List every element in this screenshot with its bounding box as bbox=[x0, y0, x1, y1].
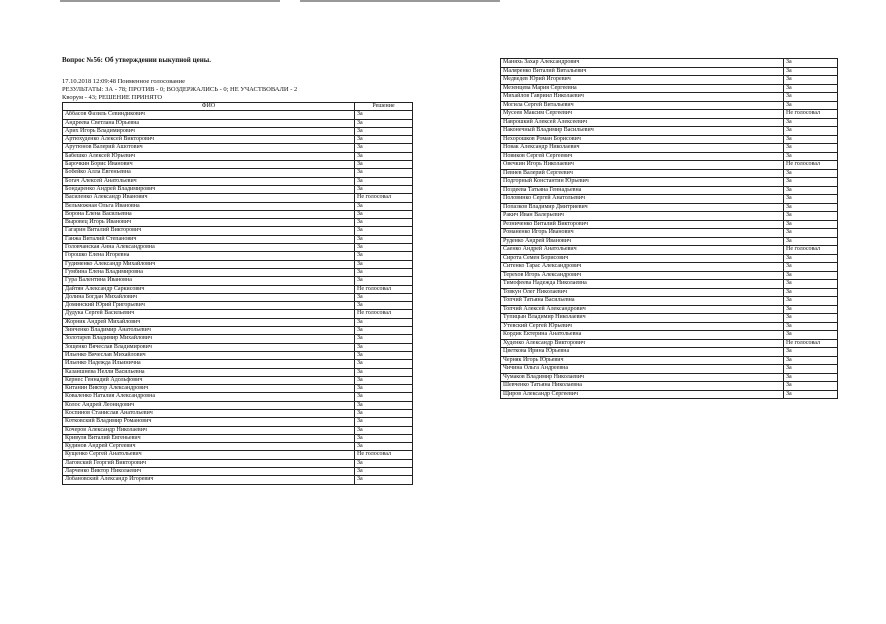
deputy-name: Маляренко Виталий Витальевич bbox=[501, 67, 784, 76]
vote-decision: За bbox=[784, 254, 838, 263]
scan-edge-line-left bbox=[60, 0, 280, 2]
deputy-name: Гудименко Александр Михайлович bbox=[63, 260, 355, 268]
table-row bbox=[63, 169, 413, 177]
deputy-name: Наконечный Владимир Васильевич bbox=[501, 127, 784, 136]
vote-decision: За bbox=[784, 229, 838, 238]
vote-decision: За bbox=[355, 202, 413, 210]
table-row bbox=[501, 84, 838, 93]
vote-decision: Не голосовал bbox=[784, 161, 838, 170]
vote-decision: За bbox=[355, 185, 413, 193]
deputy-name: Кудинов Андрей Сергеевич bbox=[63, 443, 355, 451]
table-row bbox=[501, 101, 838, 110]
deputy-name: Топчий Алексей Александрович bbox=[501, 305, 784, 314]
table-row bbox=[63, 401, 413, 409]
table-row bbox=[501, 195, 838, 204]
deputy-name: Золотарев Владимир Михайлович bbox=[63, 335, 355, 343]
table-row bbox=[63, 244, 413, 252]
table-row bbox=[501, 93, 838, 102]
deputy-name: Дудука Сергей Васильевич bbox=[63, 310, 355, 318]
vote-decision: За bbox=[784, 144, 838, 153]
deputy-name: Черняк Игорь Юрьевич bbox=[501, 356, 784, 365]
vote-decision: За bbox=[355, 343, 413, 351]
vote-decision: За bbox=[355, 177, 413, 185]
deputy-name: Аббасов Фазиль Севиндикович bbox=[63, 111, 355, 119]
table-row bbox=[63, 443, 413, 451]
table-row bbox=[501, 135, 838, 144]
table-row bbox=[63, 210, 413, 218]
deputy-name: Худенко Александр Викторович bbox=[501, 339, 784, 348]
vote-decision: За bbox=[355, 227, 413, 235]
vote-decision: Не голосовал bbox=[784, 339, 838, 348]
deputy-name: Маняхь Захар Александрович bbox=[501, 59, 784, 68]
table-row bbox=[63, 434, 413, 442]
deputy-name: Тимофеева Надежда Николаевна bbox=[501, 280, 784, 289]
deputy-name: Коспинов Станислав Анатольевич bbox=[63, 409, 355, 417]
table-row bbox=[63, 468, 413, 476]
deputy-name: Терехов Игорь Александрович bbox=[501, 271, 784, 280]
deputy-name: Топчий Татьяна Васильевна bbox=[501, 297, 784, 306]
table-row bbox=[501, 356, 838, 365]
table-row bbox=[501, 246, 838, 255]
deputy-name: Выровец Игорь Иванович bbox=[63, 219, 355, 227]
deputy-name: Чичина Ольга Андреевна bbox=[501, 365, 784, 374]
vote-decision: За bbox=[355, 434, 413, 442]
deputy-name: Горошко Елена Игоревна bbox=[63, 252, 355, 260]
deputy-name: Ильенко Вячеслав Михайлович bbox=[63, 351, 355, 359]
vote-decision: За bbox=[784, 152, 838, 161]
deputy-name: Китанин Виктор Александрович bbox=[63, 385, 355, 393]
table-row bbox=[501, 382, 838, 391]
vote-decision: За bbox=[355, 335, 413, 343]
deputy-name: Мезенцева Мария Сергеевна bbox=[501, 84, 784, 93]
deputy-name: Ворона Елена Васильевна bbox=[63, 210, 355, 218]
table-row bbox=[63, 360, 413, 368]
deputy-name: Барочкин Борис Иванович bbox=[63, 161, 355, 169]
table-row bbox=[63, 194, 413, 202]
deputy-name: Могила Сергей Витальевич bbox=[501, 101, 784, 110]
table-row bbox=[63, 144, 413, 152]
vote-decision: За bbox=[784, 263, 838, 272]
table-row bbox=[501, 144, 838, 153]
deputy-name: Кордик Ектерина Анатольевна bbox=[501, 331, 784, 340]
table-row bbox=[63, 409, 413, 417]
deputy-name: Половинко Сергей Анатольевич bbox=[501, 195, 784, 204]
table-row bbox=[501, 169, 838, 178]
deputy-name: Дайтян Александр Саркисович bbox=[63, 285, 355, 293]
vote-decision: За bbox=[784, 382, 838, 391]
vote-decision: За bbox=[784, 271, 838, 280]
header-decision: Решение bbox=[355, 103, 413, 111]
deputy-name: Коваленко Наталия Александровна bbox=[63, 393, 355, 401]
deputy-name: Медведев Юрий Игоревич bbox=[501, 76, 784, 85]
vote-decision: Не голосовал bbox=[355, 451, 413, 459]
table-row bbox=[63, 418, 413, 426]
table-row bbox=[501, 348, 838, 357]
vote-decision: За bbox=[355, 252, 413, 260]
table-row bbox=[63, 268, 413, 276]
deputy-name: Певнев Валерий Сергеевич bbox=[501, 169, 784, 178]
vote-decision: За bbox=[784, 212, 838, 221]
vote-decision: За bbox=[784, 84, 838, 93]
table-row bbox=[63, 368, 413, 376]
vote-datetime: 17.10.2018 12:09:48 Поименное голосование bbox=[62, 78, 185, 85]
table-row bbox=[501, 280, 838, 289]
deputy-name: Котковский Владимир Романович bbox=[63, 418, 355, 426]
vote-decision: За bbox=[355, 235, 413, 243]
deputy-name: Утевский Сергей Юрьевич bbox=[501, 322, 784, 331]
table-row bbox=[63, 451, 413, 459]
vote-decision: За bbox=[355, 302, 413, 310]
table-row bbox=[63, 293, 413, 301]
table-row bbox=[501, 152, 838, 161]
vote-decision: За bbox=[784, 118, 838, 127]
vote-decision: За bbox=[784, 356, 838, 365]
deputy-name: Лобановский Александр Игоревич bbox=[63, 476, 355, 484]
deputy-name: Кочеров Александр Николаевич bbox=[63, 426, 355, 434]
table-row bbox=[63, 260, 413, 268]
table-row bbox=[501, 390, 838, 399]
vote-decision: За bbox=[355, 161, 413, 169]
table-row bbox=[63, 127, 413, 135]
left-column bbox=[62, 56, 412, 485]
vote-decision: За bbox=[355, 111, 413, 119]
deputy-name: Новиков Сергей Сергеевич bbox=[501, 152, 784, 161]
deputy-name: Цветкова Ирина Юрьевна bbox=[501, 348, 784, 357]
table-row bbox=[63, 476, 413, 484]
deputy-name: Саенко Андрей Анатольевич bbox=[501, 246, 784, 255]
vote-decision: Не голосовал bbox=[784, 110, 838, 119]
vote-decision: Не голосовал bbox=[355, 194, 413, 202]
vote-decision: За bbox=[355, 351, 413, 359]
table-row bbox=[63, 310, 413, 318]
table-row bbox=[501, 212, 838, 221]
table-row bbox=[63, 351, 413, 359]
table-row bbox=[63, 235, 413, 243]
table-row bbox=[63, 335, 413, 343]
table-row bbox=[501, 59, 838, 68]
table-row bbox=[63, 285, 413, 293]
vote-decision: За bbox=[355, 376, 413, 384]
deputy-name: Андреева Светлана Юрьевна bbox=[63, 119, 355, 127]
vote-decision: За bbox=[784, 322, 838, 331]
deputy-name: Сирота Семен Борисович bbox=[501, 254, 784, 263]
deputy-name: Ларченко Виктор Николаевич bbox=[63, 468, 355, 476]
table-row bbox=[63, 393, 413, 401]
deputy-name: Овечкин Игорь Николаевич bbox=[501, 161, 784, 170]
deputy-name: Бобейко Алла Евгеньевна bbox=[63, 169, 355, 177]
vote-decision: За bbox=[784, 305, 838, 314]
table-row bbox=[63, 459, 413, 467]
deputy-name: Казаншнева Нелли Васильевна bbox=[63, 368, 355, 376]
table-row bbox=[63, 152, 413, 160]
deputy-name: Кривуля Виталий Евгеньевич bbox=[63, 434, 355, 442]
deputy-name: Ганжа Виталий Степанович bbox=[63, 235, 355, 243]
vote-decision: За bbox=[355, 127, 413, 135]
table-row bbox=[501, 297, 838, 306]
vote-decision: За bbox=[355, 210, 413, 218]
vote-decision: За bbox=[784, 186, 838, 195]
table-row bbox=[63, 277, 413, 285]
deputy-name: Руденко Андрей Иванович bbox=[501, 237, 784, 246]
deputy-name: Подгорный Константин Юрьевич bbox=[501, 178, 784, 187]
vote-decision: За bbox=[355, 244, 413, 252]
deputy-name: Новак Александр Николаевич bbox=[501, 144, 784, 153]
vote-decision: За bbox=[355, 476, 413, 484]
deputy-name: Нехорошков Роман Борисович bbox=[501, 135, 784, 144]
table-row bbox=[501, 331, 838, 340]
deputy-name: Бабешко Алексей Юрьевич bbox=[63, 152, 355, 160]
scan-edge-line-right bbox=[300, 0, 500, 2]
vote-decision: За bbox=[355, 136, 413, 144]
vote-decision: За bbox=[355, 144, 413, 152]
vote-decision: За bbox=[355, 293, 413, 301]
table-row bbox=[63, 202, 413, 210]
deputy-name: Артюхуденко Алексей Викторович bbox=[63, 136, 355, 144]
table-row bbox=[63, 185, 413, 193]
vote-decision: За bbox=[355, 260, 413, 268]
vote-decision: За bbox=[784, 390, 838, 399]
table-row bbox=[501, 229, 838, 238]
deputy-name: Кущенко Сергей Анатольевич bbox=[63, 451, 355, 459]
vote-decision: За bbox=[355, 327, 413, 335]
table-row bbox=[501, 76, 838, 85]
deputy-name: Лаговский Георгий Викторович bbox=[63, 459, 355, 467]
vote-decision: За bbox=[784, 178, 838, 187]
table-row bbox=[501, 118, 838, 127]
vote-decision: За bbox=[784, 195, 838, 204]
vote-decision: За bbox=[355, 468, 413, 476]
deputy-name: Мусеев Максим Сергеевич bbox=[501, 110, 784, 119]
table-row bbox=[63, 318, 413, 326]
vote-decision: За bbox=[355, 169, 413, 177]
vote-results: РЕЗУЛЬТАТЫ: ЗА - 78; ПРОТИВ - 0; ВОЗДЕРЖАЛИСЬ - 0; НЕ УЧАСТВОВАЛИ - 2 bbox=[62, 86, 298, 93]
deputy-name: Зощенко Вячеслав Владимирович bbox=[63, 343, 355, 351]
deputy-name: Товкун Олег Николаевич bbox=[501, 288, 784, 297]
vote-decision: За bbox=[355, 277, 413, 285]
table-row bbox=[63, 376, 413, 384]
vote-decision: За bbox=[784, 135, 838, 144]
deputy-name: Василенко Александр Иванович bbox=[63, 194, 355, 202]
deputy-name: Кернес Геннадий Адольфович bbox=[63, 376, 355, 384]
table-row bbox=[501, 186, 838, 195]
table-row bbox=[501, 373, 838, 382]
vote-decision: За bbox=[784, 169, 838, 178]
vote-decision: За bbox=[784, 101, 838, 110]
vote-decision: Не голосовал bbox=[355, 310, 413, 318]
vote-decision: За bbox=[355, 368, 413, 376]
deputy-name: Чумаков Владимир Николаевич bbox=[501, 373, 784, 382]
table-row bbox=[501, 271, 838, 280]
deputy-name: Ракич Иван Валерьевич bbox=[501, 212, 784, 221]
question-title: Вопрос №56: Об утверждении выкупной цены. bbox=[62, 56, 211, 64]
table-row bbox=[63, 252, 413, 260]
deputy-name: Доминский Юрий Григорьевич bbox=[63, 302, 355, 310]
table-row bbox=[501, 67, 838, 76]
vote-decision: За bbox=[784, 237, 838, 246]
vote-decision: За bbox=[355, 401, 413, 409]
left-vote-table bbox=[62, 102, 413, 485]
vote-decision: За bbox=[355, 393, 413, 401]
table-row bbox=[63, 219, 413, 227]
deputy-name: Ситенко Тарас Александрович bbox=[501, 263, 784, 272]
deputy-name: Ильенко Надежда Ильинична bbox=[63, 360, 355, 368]
deputy-name: Арих Игорь Владимирович bbox=[63, 127, 355, 135]
deputy-name: Арутюнов Валерий Ашотович bbox=[63, 144, 355, 152]
vote-decision: За bbox=[355, 418, 413, 426]
table-row bbox=[501, 365, 838, 374]
table-row bbox=[501, 161, 838, 170]
vote-decision: За bbox=[784, 67, 838, 76]
vote-decision: За bbox=[355, 409, 413, 417]
deputy-name: Михайлов Гавриил Николаевич bbox=[501, 93, 784, 102]
vote-decision: За bbox=[355, 385, 413, 393]
header-name: ФИО bbox=[63, 103, 355, 111]
vote-decision: За bbox=[784, 314, 838, 323]
table-row bbox=[501, 237, 838, 246]
table-row bbox=[63, 302, 413, 310]
vote-decision: За bbox=[355, 360, 413, 368]
table-row bbox=[501, 254, 838, 263]
right-column bbox=[500, 58, 837, 399]
table-row bbox=[501, 127, 838, 136]
deputy-name: Богач Алексей Анатольевич bbox=[63, 177, 355, 185]
vote-decision: За bbox=[355, 119, 413, 127]
vote-decision: За bbox=[784, 373, 838, 382]
vote-decision: За bbox=[355, 268, 413, 276]
vote-decision: За bbox=[784, 59, 838, 68]
vote-decision: За bbox=[784, 76, 838, 85]
vote-decision: За bbox=[784, 203, 838, 212]
table-header-row bbox=[63, 103, 413, 111]
table-row bbox=[63, 111, 413, 119]
table-row bbox=[63, 327, 413, 335]
table-row bbox=[501, 322, 838, 331]
deputy-name: Вельможная Ольга Ивановна bbox=[63, 202, 355, 210]
deputy-name: Колос Андрей Леонидович bbox=[63, 401, 355, 409]
right-vote-table bbox=[500, 58, 838, 399]
table-row bbox=[63, 385, 413, 393]
vote-decision: За bbox=[784, 280, 838, 289]
table-row bbox=[501, 203, 838, 212]
vote-decision: За bbox=[784, 127, 838, 136]
deputy-name: Бондаренко Андрей Владимирович bbox=[63, 185, 355, 193]
deputy-name: Жорник Андрей Михайлович bbox=[63, 318, 355, 326]
vote-decision: За bbox=[784, 220, 838, 229]
table-row bbox=[501, 178, 838, 187]
vote-decision: За bbox=[355, 152, 413, 160]
vote-decision: Не голосовал bbox=[784, 246, 838, 255]
table-row bbox=[501, 220, 838, 229]
deputy-name: Гумбина Елена Владимировна bbox=[63, 268, 355, 276]
deputy-name: Долина Богдан Михайлович bbox=[63, 293, 355, 301]
vote-decision: За bbox=[355, 443, 413, 451]
vote-decision: За bbox=[784, 348, 838, 357]
table-row bbox=[63, 136, 413, 144]
vote-decision: За bbox=[784, 93, 838, 102]
deputy-name: Тупицын Владимир Николаевич bbox=[501, 314, 784, 323]
table-row bbox=[501, 339, 838, 348]
table-row bbox=[63, 119, 413, 127]
table-row bbox=[63, 343, 413, 351]
deputy-name: Щиров Александр Сергеевич bbox=[501, 390, 784, 399]
table-row bbox=[63, 161, 413, 169]
table-row bbox=[501, 110, 838, 119]
vote-decision: За bbox=[355, 426, 413, 434]
table-row bbox=[501, 314, 838, 323]
deputy-name: Головчанская Анна Александровна bbox=[63, 244, 355, 252]
table-row bbox=[63, 177, 413, 185]
deputy-name: Гура Валентина Ивановна bbox=[63, 277, 355, 285]
deputy-name: Романенко Игорь Иванович bbox=[501, 229, 784, 238]
deputy-name: Резниченко Виталий Викторович bbox=[501, 220, 784, 229]
vote-decision: За bbox=[355, 219, 413, 227]
table-row bbox=[501, 263, 838, 272]
vote-decision: За bbox=[784, 365, 838, 374]
table-row bbox=[501, 288, 838, 297]
vote-decision: За bbox=[784, 331, 838, 340]
table-row bbox=[501, 305, 838, 314]
table-row bbox=[63, 426, 413, 434]
deputy-name: Поздеева Татьяна Геннадьевна bbox=[501, 186, 784, 195]
table-row bbox=[63, 227, 413, 235]
vote-decision: За bbox=[784, 297, 838, 306]
vote-decision: Не голосовал bbox=[355, 285, 413, 293]
vote-decision: За bbox=[784, 288, 838, 297]
deputy-name: Зинченко Владимир Анатольевич bbox=[63, 327, 355, 335]
deputy-name: Гагарин Виталий Викторович bbox=[63, 227, 355, 235]
vote-quorum: Кворум - 43; РЕШЕНИЕ ПРИНЯТО bbox=[62, 94, 163, 101]
deputy-name: Попазков Владимир Дмитриевич bbox=[501, 203, 784, 212]
vote-decision: За bbox=[355, 459, 413, 467]
deputy-name: Шевченко Татьяна Николаевна bbox=[501, 382, 784, 391]
vote-decision: За bbox=[355, 318, 413, 326]
deputy-name: Наврошкий Алексей Алексеевич bbox=[501, 118, 784, 127]
